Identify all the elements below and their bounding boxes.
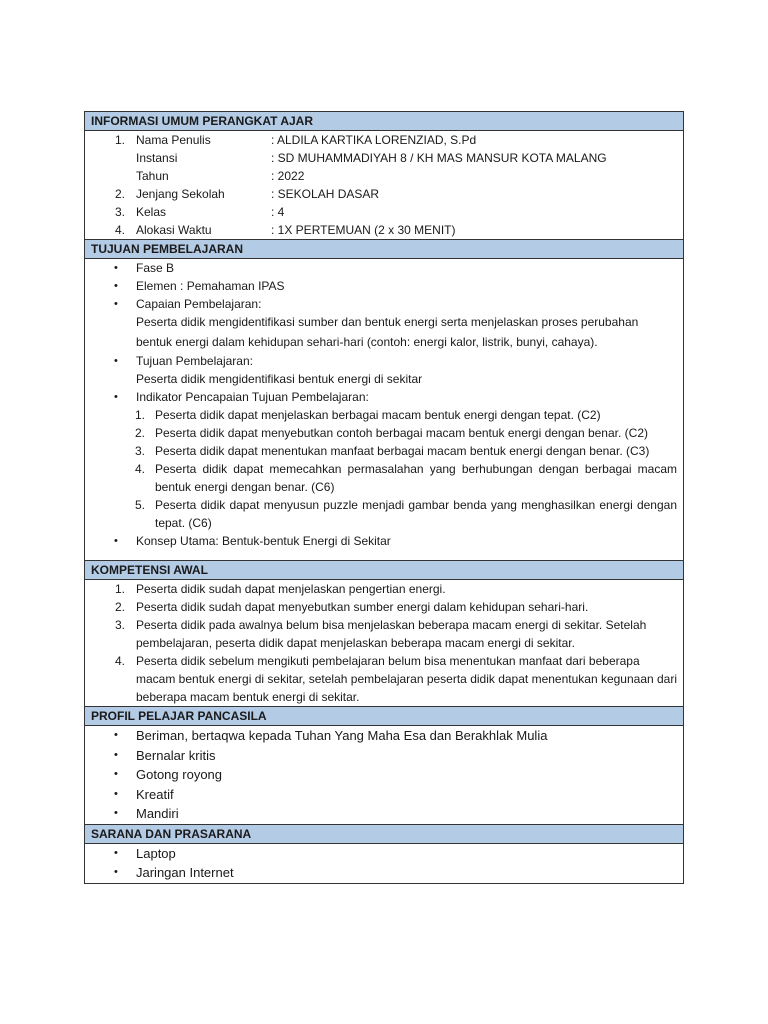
- kompetensi-section: [85, 580, 683, 707]
- profil-section: [85, 726, 683, 825]
- section-header-profil: PROFIL PELAJAR PANCASILA: [85, 707, 683, 726]
- elemen-item: • Elemen : Pemahaman IPAS: [85, 277, 683, 295]
- info-row: 1. Nama Penulis : ALDILA KARTIKA LORENZIAD, S.Pd: [114, 133, 477, 147]
- indikator-item: 2. Peserta didik dapat menyebutkan contoh berbagai macam bentuk energi dengan benar. (C2): [135, 426, 648, 440]
- section-header-tujuan: TUJUAN PEMBELAJARAN: [85, 240, 683, 259]
- profil-item: • Bernalar kritis: [85, 746, 683, 766]
- tujuan-text: Peserta didik mengidentifikasi bentuk energi di sekitar: [136, 372, 423, 386]
- kompetensi-item: 4. Peserta didik sebelum mengikuti pembelajaran belum bisa menentukan manfaat dari beberapa macam bentuk energi di sekitar, setelah pembelajaran peserta didik dapat menentukan kegunaan dari beberapa macam bentuk energi di sekitar.: [114, 654, 678, 704]
- info-row: 3. Kelas : 4: [114, 205, 285, 219]
- profil-item: • Gotong royong: [85, 765, 683, 785]
- indikator-item: 4. Peserta didik dapat memecahkan permasalahan yang berhubungan dengan berbagai macam bentuk energi dengan benar. (C6): [135, 462, 677, 494]
- section-header-informasi: INFORMASI UMUM PERANGKAT AJAR: [85, 112, 683, 131]
- indikator-item: 5. Peserta didik dapat menyusun puzzle menjadi gambar benda yang menghasilkan energi dengan tepat. (C6): [135, 498, 677, 530]
- info-row: Instansi : SD MUHAMMADIYAH 8 / KH MAS MANSUR KOTA MALANG: [136, 151, 607, 165]
- konsep-item: • Konsep Utama: Bentuk-bentuk Energi di Sekitar: [85, 532, 683, 550]
- tujuan-section: [85, 259, 683, 561]
- sarana-item: • Jaringan Internet: [85, 863, 683, 883]
- section-header-kompetensi: KOMPETENSI AWAL: [85, 561, 683, 580]
- sarana-section: [85, 844, 683, 883]
- fase-item: • Fase B: [85, 259, 683, 277]
- informasi-section: [85, 131, 683, 240]
- capaian-text: Peserta didik mengidentifikasi sumber dan bentuk energi serta menjelaskan proses perubahan bentuk energi dalam kehidupan sehari-hari (contoh: energi kalor, listrik, bunyi, cahaya).: [136, 315, 639, 349]
- profil-item: • Beriman, bertaqwa kepada Tuhan Yang Maha Esa dan Berakhlak Mulia: [85, 726, 683, 746]
- section-header-sarana: SARANA DAN PRASARANA: [85, 825, 683, 844]
- kompetensi-item: 1. Peserta didik sudah dapat menjelaskan pengertian energi.: [114, 582, 446, 596]
- tujuan-label: • Tujuan Pembelajaran:: [85, 352, 683, 370]
- kompetensi-item: 3. Peserta didik pada awalnya belum bisa menjelaskan beberapa macam energi di sekitar. Setelah pembelajaran, peserta didik dapat menjelaskan beberapa macam energi di sekitar.: [114, 618, 647, 650]
- info-row: Tahun : 2022: [136, 169, 305, 183]
- info-row: 2. Jenjang Sekolah : SEKOLAH DASAR: [114, 187, 380, 201]
- sarana-item: • Laptop: [85, 844, 683, 864]
- kompetensi-item: 2. Peserta didik sudah dapat menyebutkan sumber energi dalam kehidupan sehari-hari.: [114, 600, 589, 614]
- indikator-item: 3. Peserta didik dapat menentukan manfaat berbagai macam bentuk energi dengan benar. (C3): [135, 444, 650, 458]
- profil-item: • Mandiri: [85, 804, 683, 824]
- capaian-label: • Capaian Pembelajaran:: [85, 295, 683, 313]
- indikator-label: • Indikator Pencapaian Tujuan Pembelajaran:: [85, 388, 683, 406]
- info-row: 4. Alokasi Waktu : 1X PERTEMUAN (2 x 30 MENIT): [114, 223, 456, 237]
- indikator-item: 1. Peserta didik dapat menjelaskan berbagai macam bentuk energi dengan tepat. (C2): [135, 408, 601, 422]
- profil-item: • Kreatif: [85, 785, 683, 805]
- lesson-plan-table: [84, 111, 684, 884]
